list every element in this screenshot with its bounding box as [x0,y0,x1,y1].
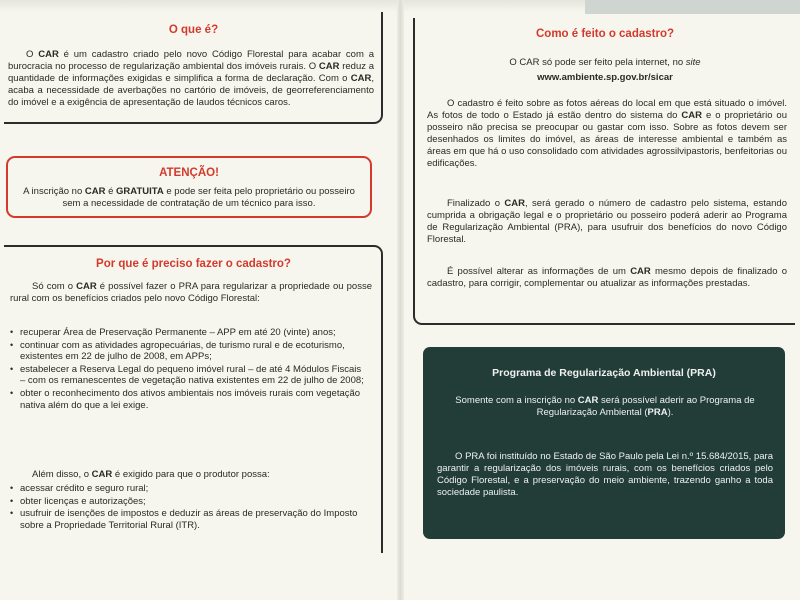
list-item: • acessar crédito e seguro rural; [10,483,372,495]
site-line: O CAR só pode ser feito pela internet, no site [509,57,701,68]
pra-paragraph-1: Somente com a inscrição no CAR será possível aderir ao Programa de Regularização Ambiental (PRA). [455,395,755,418]
section-intro: Só com o CAR é possível fazer o PRA para regularizar a propriedade ou posse rural com os benefícios criados pelo novo Código Florestal: [10,281,372,304]
paragraph-finalize: Finalizado o CAR, será gerado o número de cadastro pelo sistema, estando cumprida a obrigação legal e o proprietário ou posseiro poderá aderir ao Programa de Regularização Ambiental (PRA), para usufruir dos benefícios do novo Código Florestal. [427,198,787,245]
attention-title: ATENÇÃO! [159,167,219,179]
list-item: • usufruir de isenções de impostos e deduzir as áreas de preservação do Imposto sobre a Propriedade Territorial Rural (ITR). [10,508,372,531]
benefits-list [10,327,368,412]
list-item: • obter o reconhecimento dos ativos ambientais nos imóveis rurais com vegetação nativa além do que a lei exige. [10,388,368,411]
paragraph-edit: É possível alterar as informações de um CAR mesmo depois de finalizado o cadastro, para corrigir, complementar ou atualizar as informações prestadas. [427,266,787,289]
center-fold [397,0,404,600]
pra-paragraph-2: O PRA foi instituído no Estado de São Paulo pela Lei n.º 15.684/2015, para garantir a regularização dos imóveis rurais, com os benefícios criados pelo Código Florestal, e a preservação do meio ambiente, trazendo ganho a toda sociedade paulista. [437,451,773,498]
attention-text: A inscrição no CAR é GRATUITA e pode ser feita pelo proprietário ou posseiro sem a necessidade de contratação de um técnico para isso. [23,186,355,209]
cover-strip [585,0,800,14]
pra-box [423,347,785,539]
section-what-is-car [4,12,383,124]
section-why-register [4,245,383,553]
attention-box [6,156,372,218]
section-title: Como é feito o cadastro? [535,28,675,40]
website-link[interactable]: www.ambiente.sp.gov.br/sicar [537,72,673,83]
section-title: Por que é preciso fazer o cadastro? [96,258,291,270]
section-title: O que é? [168,24,219,36]
list-item: • continuar com as atividades agropecuárias, de turismo rural e de ecoturismo, existentes em 22 de julho de 2008, em APPs; [10,340,368,363]
list-item: • obter licenças e autorizações; [10,496,372,508]
section-also: Além disso, o CAR é exigido para que o produtor possa: [32,469,270,480]
pra-title: Programa de Regularização Ambiental (PRA) [492,367,716,379]
requirements-list [10,483,372,532]
section-how-to-register [413,18,795,325]
paragraph-photos: O cadastro é feito sobre as fotos aéreas do local em que está situado o imóvel. As fotos de todo o Estado já estão dentro do sistema do CAR e o proprietário ou posseiro não precisa se preocupar ou gastar com isso. Sobre as fotos devem ser desenhados os limites do imóvel, as áreas de interesse ambiental e também as áreas em que há o uso consolidado com atividades agrossilvipastoris, benfeitorias ou edificações. [427,98,787,169]
section-paragraph: O CAR é um cadastro criado pelo novo Código Florestal para acabar com a burocracia no processo de regularização ambiental dos imóveis rurais. O CAR reduz a quantidade de informações exigidas e simplifica a forma de declaração. Com o CAR, acaba a necessidade de averbações no cartório de imóveis, de georreferenciamento do imóvel e a exigência de apresentação de laudos técnicos caros. [8,49,375,108]
list-item: • estabelecer a Reserva Legal do pequeno imóvel rural – de até 4 Módulos Fiscais – com os remanescentes de vegetação nativa existentes em 22 de julho de 2008; [10,364,368,387]
list-item: • recuperar Área de Preservação Permanente – APP em até 20 (vinte) anos; [10,327,368,339]
